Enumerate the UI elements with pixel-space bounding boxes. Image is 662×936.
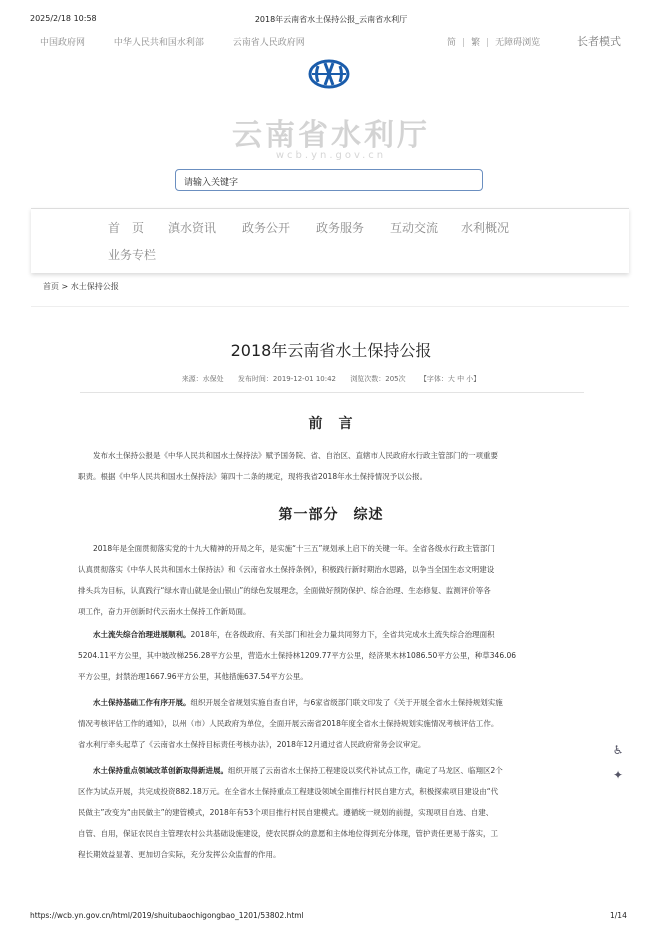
nav-item-overview[interactable]: 水利概况 (461, 221, 510, 235)
breadcrumb[interactable]: 首页 > 水土保持公报 (43, 282, 119, 291)
paragraph-lead: 水土保持重点领域改革创新取得新进展。 (93, 766, 228, 775)
divider (31, 306, 629, 307)
paragraph-line: 项工作，奋力开创新时代云南水土保持工作新局面。 (78, 607, 251, 616)
site-domain: wcb.yn.gov.cn (275, 150, 387, 161)
top-links (40, 35, 331, 48)
lang-links: 简 | 繁 | 无障碍浏览 (447, 38, 541, 48)
paragraph-line: 省水利厅牵头起草了《云南省水土保持目标责任考核办法》，2018年12月通过省人民政府常务会议审定。 (78, 740, 426, 749)
nav-item-services[interactable]: 政务服务 (316, 221, 365, 235)
nav-item-interaction[interactable]: 互动交流 (390, 221, 439, 235)
nav-item-columns[interactable]: 业务专栏 (108, 248, 157, 262)
paragraph-line: 发布水土保持公报是《中华人民共和国水土保持法》赋予国务院、省、自治区、直辖市人民政府水行政主管部门的一项重要 (93, 451, 498, 460)
traditional-link[interactable]: 繁 (471, 38, 481, 48)
paragraph-line (78, 692, 586, 713)
paragraph-line: 5204.11平方公里，其中坡改梯256.28平方公里，营造水土保持林1209.77平方公里，经济果木林1086.50平方公里，种草346.06 (78, 651, 517, 660)
preface-heading: 前 言 (308, 416, 354, 432)
main-nav (31, 208, 629, 273)
print-date: 2025/2/18 10:58 (30, 14, 97, 23)
paragraph-line: 职责。根据《中华人民共和国水土保持法》第四十二条的规定，现将我省2018年水土保持情况予以公报。 (78, 472, 428, 481)
paragraph-line: 平方公里，封禁治理1667.96平方公里，其他措施637.54平方公里。 (78, 672, 308, 681)
print-page-title: 2018年云南省水土保持公报_云南省水利厅 (254, 15, 408, 24)
search-input[interactable]: 请输入关键字 (175, 169, 483, 191)
meta-views: 浏览次数：205次 (350, 375, 406, 383)
meta-divider (80, 392, 584, 393)
paragraph-line: 2018年是全面贯彻落实党的十九大精神的开局之年，是实施“十三五”规划承上启下的关键一年。全省各级水行政主管部门 (93, 544, 495, 553)
article-title: 2018年云南省水土保持公报 (230, 341, 432, 360)
part1-heading: 第一部分 综述 (278, 507, 384, 523)
paragraph-line: 认真贯彻落实《中华人民共和国水土保持法》和《云南省水土保持条例》，积极践行新时期治水思路，以争当全国生态文明建设 (78, 565, 495, 574)
paragraph-line: 情况考核评估工作的通知》，以州（市）人民政府为单位，全面开展云南省2018年度全省水土保持规划实施情况考核评估工作。 (78, 719, 499, 728)
paragraph-line: 区作为试点开展，共完成投资882.18万元。在全省水土保持重点工程建设领域全面推行村民自建方式，积极探索项目建设由“代 (78, 787, 499, 796)
accessibility-icon[interactable]: ♿ (612, 743, 624, 757)
top-link[interactable]: 中华人民共和国水利部 (113, 38, 204, 48)
paragraph-line: 排头兵为目标，认真践行“绿水青山就是金山银山”的绿色发展理念，全面做好预防保护、综合治理、生态修复、监测评价等各 (78, 586, 491, 595)
paragraph-line: 民做主”改变为“由民做主”的建管模式，2018年有53个项目推行村民自建模式。遵循统一规划的前提，实现项目自选、自建、 (78, 808, 494, 817)
accessibility-link[interactable]: 无障碍浏览 (495, 38, 541, 48)
settings-icon[interactable]: ✦ (612, 768, 624, 782)
paragraph-line: 程长期效益显著、更加切合实际，充分发挥公众监督的作用。 (78, 850, 281, 859)
paragraph-text: 2018年，在各级政府、有关部门和社会力量共同努力下，全省共完成水土流失综合治理面积 (190, 630, 495, 639)
simplified-link[interactable]: 简 (447, 38, 457, 48)
elder-mode-button[interactable]: 长者模式 (577, 35, 621, 48)
print-url: https://wcb.yn.gov.cn/html/2019/shuitubaochigongbao_1201/53802.html (30, 911, 304, 920)
font-size-control[interactable]: 【字体：大 中 小】 (419, 375, 481, 383)
meta-source: 来源：水保处 (181, 375, 224, 383)
nav-item-gov-info[interactable]: 政务公开 (242, 221, 291, 235)
site-title: 云南省水利厅 (232, 118, 430, 153)
meta-time: 发布时间：2019-12-01 10:42 (237, 375, 337, 383)
paragraph-text: 组织开展全省规划实施自查自评，与6家省级部门联文印发了《关于开展全省水土保持规划实施 (190, 698, 503, 707)
paragraph-line: 自管、自用，保证农民自主管理农村公共基础设施建设，使农民群众的意愿和主体地位得到充分体现，管护责任更易于落实，工 (78, 829, 498, 838)
article-meta (0, 374, 662, 384)
page-number: 1/14 (610, 911, 627, 920)
paragraph-lead: 水土保持基础工作有序开展。 (93, 698, 191, 707)
top-link[interactable]: 云南省人民政府网 (232, 38, 305, 48)
site-logo-icon (306, 58, 352, 90)
paragraph-text: 组织开展了云南省水土保持工程建设以奖代补试点工作，确定了马龙区、临翔区2个 (228, 766, 503, 775)
top-link[interactable]: 中国政府网 (40, 38, 86, 48)
paragraph-line (78, 624, 586, 645)
nav-item-news[interactable]: 滇水资讯 (168, 221, 217, 235)
nav-item-home[interactable]: 首 页 (108, 221, 145, 235)
paragraph-lead: 水土流失综合治理进展顺利。 (93, 630, 191, 639)
paragraph-line (78, 760, 586, 781)
